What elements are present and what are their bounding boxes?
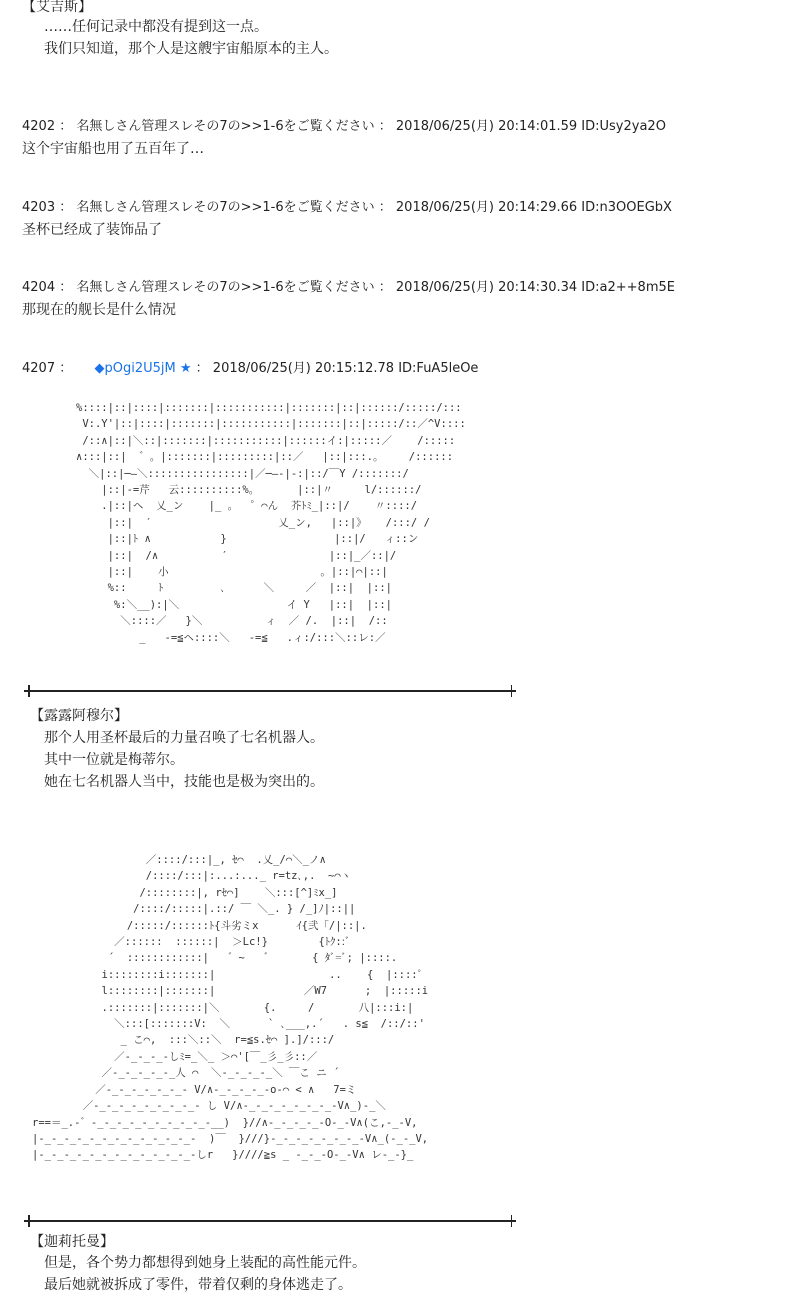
- ascii-art-row: r==＝_.-゛-_-_-_-_-_-_-_-_-_-__) }//∧-_-_-_-_-O-_-V∧(こ,-_-V,: [32, 1116, 418, 1129]
- dialogue-block: [44, 16, 338, 60]
- ascii-art-row: %::::|::|::::|:::::::|:::::::::::|:::::::|::|::::::/:::::/:::: [76, 402, 462, 414]
- post: [22, 199, 672, 239]
- ascii-art-row: |-_-_-_-_-_-_-_-_-_-_-_-_- )￣ }///}-_-_-_-_-_-_-_-V∧_(-_-_V,: [32, 1132, 429, 1145]
- post-body: 这个宇宙船也用了五百年了…: [22, 141, 204, 157]
- post-body: 那现在的舰长是什么情况: [22, 302, 176, 318]
- dialogue-line: 我们只知道，那个人是这艘宇宙船原本的主人。: [44, 41, 338, 57]
- ascii-art-row: |::| /∧ ′ |::|_／::|/: [76, 549, 397, 562]
- dialogue-line: 其中一位就是梅蒂尔。: [44, 752, 184, 768]
- divider-line: [24, 1215, 516, 1227]
- ascii-art-row: |::| ′ 乂_ン, |::|》 /:::/ /: [76, 516, 430, 529]
- ascii-art-row: |::|ﾄ ∧ } |::|/ ィ::ン: [76, 533, 419, 546]
- dialogue-line: 最后她就被拆成了零件，带着仅剩的身体逃走了。: [44, 1277, 352, 1293]
- ascii-art-row: ／-_-_-_-_-_-_- V/∧-_-_-_-_-o-⌒ < ∧ 7=ミ: [32, 1083, 357, 1096]
- ascii-art-row: ＼:::[:::::::V: ＼ ` ､___,.´ . s≦ /::/::': [32, 1018, 425, 1031]
- ascii-art-row: .:::::::|:::::::|＼ {. / 八|:::i:|: [32, 1001, 414, 1014]
- dialogue-line: 但是，各个势力都想得到她身上装配的高性能元件。: [44, 1255, 366, 1271]
- speaker-label: 【艾吉斯】: [22, 0, 92, 15]
- post-number: 4207 ：: [22, 361, 73, 376]
- ascii-art-row: %:＼__):|＼ イ Y |::| |::|: [76, 598, 392, 611]
- ascii-art-row: _ こ⌒, :::＼::＼ r=≦s.ｾ⌒ ].]/:::/: [32, 1034, 335, 1047]
- ascii-art-row: i::::::::i:::::::| .. { |::::ﾟ: [32, 968, 423, 981]
- ascii-art-row: .|::|ヘ 乂_ン |_ 。 ゜⌒ん 芥ﾄﾐ_|::|/ 〃::::/: [76, 500, 418, 513]
- ascii-art-row: ／-_-_-_-_-_人 ⌒ ＼-_-_-_-_＼ ￣こ ニ ´: [32, 1067, 340, 1080]
- ascii-art-row: ＼|::|─―＼::::::::::::::::|／─―‐|-:|::/￣Y /:::::::/: [76, 467, 409, 480]
- ascii-art-row: /::∧|::|＼::|:::::::|:::::::::::|::::::イ:|:::::／ /:::::: [76, 434, 456, 447]
- ascii-art-row: /:::::/::::::ﾄ{斗劣ミx ｲ{弐「/|::|.: [32, 919, 367, 932]
- dialogue-block: [44, 727, 324, 793]
- ascii-art-row: %:: ﾄ ､ ＼ ／ |::| |::|: [76, 582, 392, 595]
- post-header: 4204 ： 名無しさん管理スレその7の>>1-6をご覧ください ： 2018/06/25(月) 20:14:30.34 ID:a2++8m5E: [22, 280, 675, 295]
- ascii-art-row: ／-_-_-_-しﾐ=_＼_ ＞⌒'[￣_彡_彡::／: [32, 1050, 318, 1063]
- post-header: [22, 360, 478, 378]
- ascii-art-row: ∧:::|::| ゛。|:::::::|:::::::::|::／ |::|:::.。 /::::::: [76, 451, 454, 464]
- ascii-art-row: ´ ::::::::::::| ゛~ ゛ { ﾀﾞ=ﾞ; |::::.: [32, 952, 398, 965]
- dialogue-block: [44, 1252, 366, 1296]
- ascii-art-row: ＼::::／ }＼ ィ ／ /. |::| /::: [76, 615, 388, 628]
- post-header: 4202 ： 名無しさん管理スレその7の>>1-6をご覧ください ： 2018/06/25(月) 20:14:01.59 ID:Usy2ya2O: [22, 119, 666, 134]
- dialogue-line: ……任何记录中都没有提到这一点。: [44, 19, 268, 35]
- post-body: 圣杯已经成了装饰品了: [22, 222, 162, 238]
- ascii-art: [76, 400, 466, 646]
- post: [22, 118, 666, 158]
- ascii-art-row: |::| 小 。|::|⌒|::|: [76, 566, 388, 579]
- ascii-art-row: ／:::::: ::::::| ＞Lc!} {ﾄｸ::ﾞ: [32, 936, 351, 949]
- ascii-art-row: |::|-=芹 云::::::::::%。 |::|〃 l/::::::/: [76, 484, 422, 497]
- ascii-art-row: /::::::::|, rｾ⌒] ＼:::[^]ﾐx_]: [32, 886, 338, 899]
- ascii-art-row: /::::/:::|:...:..._ r=tz､,. ~⌒ヽ: [32, 870, 352, 883]
- ascii-art-row: l::::::::|:::::::| ／W7 ; |:::::i: [32, 985, 429, 998]
- ascii-art: [32, 852, 428, 1164]
- divider-line: [24, 685, 516, 697]
- dialogue-line: 她在七名机器人当中，技能也是极为突出的。: [44, 774, 324, 790]
- post-header: 4203 ： 名無しさん管理スレその7の>>1-6をご覧ください ： 2018/06/25(月) 20:14:29.66 ID:n3OOEGbX: [22, 200, 672, 215]
- ascii-art-row: /::::/:::::|.::/ ￣ ＼_. } /_]ﾉ|::||: [32, 903, 356, 916]
- post-meta: ： 2018/06/25(月) 20:15:12.78 ID:FuA5leOe: [195, 361, 479, 376]
- ascii-art-row: ／::::/:::|_, ｾ⌒ .乂_/⌒＼_ノ∧: [32, 854, 326, 866]
- ascii-art-row: ／-_-_-_-_-_-_-_-_- し V/∧-_-_-_-_-_-_-_-V∧_)-_＼: [32, 1100, 386, 1113]
- tripcode-link[interactable]: ◆pOgi2U5jM ★: [94, 361, 192, 376]
- ascii-art-row: _ -=≦ヘ::::＼ -=≦ .ィ:/:::＼::レ:／: [76, 631, 386, 644]
- dialogue-line: 那个人用圣杯最后的力量召唤了七名机器人。: [44, 730, 324, 746]
- ascii-art-row: |-_-_-_-_-_-_-_-_-_-_-_-_-しr }////≧s _ -_-_-O-_-V∧ レ-_-}_: [32, 1149, 414, 1162]
- ascii-art-row: V:.Y'|::|::::|:::::::|:::::::::::|:::::::|::|:::::/::／^V::::: [76, 418, 466, 431]
- speaker-label: 【迦莉托曼】: [30, 1234, 114, 1250]
- speaker-label: 【露露阿穆尔】: [30, 708, 128, 724]
- post: [22, 279, 675, 319]
